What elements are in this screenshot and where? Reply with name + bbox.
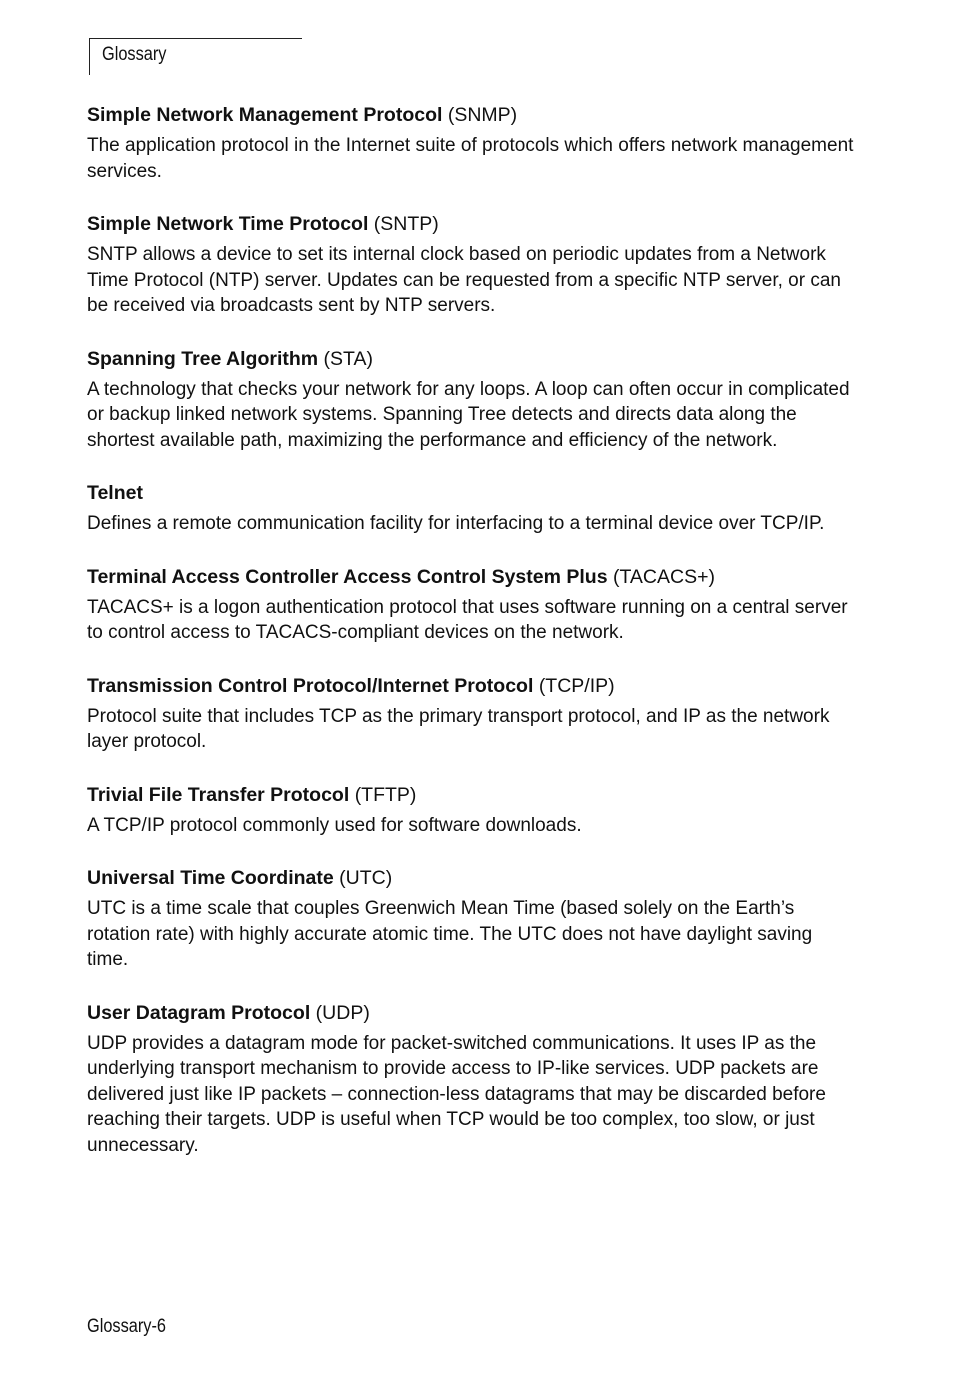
term-definition: A TCP/IP protocol commonly used for software downloads. <box>87 814 582 836</box>
glossary-term <box>87 562 857 592</box>
glossary-entry <box>87 671 857 755</box>
term-definition: A technology that checks your network for any loops. A loop can often occur in complicated or backup linked network systems. Spanning Tree detects and directs data along the shortest available path, maximizing the performance and efficiency of the network. <box>87 378 850 451</box>
term-definition: Defines a remote communication facility for interfacing to a terminal device over TCP/IP. <box>87 513 825 534</box>
glossary-entry <box>87 209 857 319</box>
glossary-term <box>87 344 857 374</box>
glossary-entry <box>87 780 857 839</box>
term-name: Universal Time Coordinate <box>87 867 334 889</box>
term-definition: The application protocol in the Internet suite of protocols which offers network management services. <box>87 135 854 182</box>
term-name: Spanning Tree Algorithm <box>87 347 319 370</box>
glossary-entry <box>87 562 857 646</box>
glossary-entries <box>87 100 857 1183</box>
term-abbreviation: (TCP/IP) <box>538 674 615 697</box>
glossary-term <box>87 671 857 701</box>
glossary-term <box>87 100 857 130</box>
term-definition: SNTP allows a device to set its internal clock based on periodic updates from a Network Time Protocol (NTP) server. Updates can be requested from a specific NTP server, or can be received via broadcasts sent by NTP servers. <box>87 244 841 316</box>
term-definition: UTC is a time scale that couples Greenwich Mean Time (based solely on the Earth’s rotation rate) with highly accurate atomic time. The UTC does not have daylight saving time. <box>87 898 813 970</box>
glossary-term <box>87 478 857 508</box>
term-abbreviation: (TFTP) <box>354 783 417 806</box>
term-name: Simple Network Time Protocol <box>87 213 369 235</box>
term-name: Terminal Access Controller Access Control System Plus <box>87 565 608 588</box>
glossary-entry <box>87 344 857 454</box>
term-name: Transmission Control Protocol/Internet Protocol <box>87 674 534 697</box>
glossary-term <box>87 780 857 810</box>
term-name: Telnet <box>87 482 143 504</box>
page-number: Glossary-6 <box>87 1316 166 1337</box>
term-name: Simple Network Management Protocol <box>87 104 443 126</box>
glossary-term <box>87 209 857 239</box>
term-name: User Datagram Protocol <box>87 1001 311 1024</box>
term-definition: UDP provides a datagram mode for packet-switched communications. It uses IP as the underlying transport mechanism to provide access to IP-like services. UDP packets are delivered just like IP packets – connection-less datagrams that may be discarded before reaching their targets. UDP is useful when TCP would be too complex, too slow, or just unnecessary. <box>87 1032 826 1156</box>
glossary-entry <box>87 998 857 1159</box>
term-abbreviation: (UDP) <box>315 1001 370 1024</box>
term-abbreviation: (UTC) <box>339 867 393 889</box>
glossary-term <box>87 998 857 1028</box>
running-header <box>89 38 302 75</box>
glossary-entry <box>87 863 857 973</box>
header-section-label: Glossary <box>102 44 167 65</box>
term-abbreviation: (TACACS+) <box>612 565 715 588</box>
term-abbreviation: (STA) <box>323 347 374 370</box>
term-definition: TACACS+ is a logon authentication protocol that uses software running on a central server to control access to TACACS-compliant devices on the network. <box>87 596 848 643</box>
glossary-entry <box>87 478 857 537</box>
glossary-term <box>87 863 857 893</box>
term-abbreviation: (SNTP) <box>373 213 439 235</box>
term-definition: Protocol suite that includes TCP as the primary transport protocol, and IP as the network layer protocol. <box>87 705 830 752</box>
term-abbreviation: (SNMP) <box>447 104 518 126</box>
glossary-entry <box>87 100 857 184</box>
term-name: Trivial File Transfer Protocol <box>87 783 350 806</box>
